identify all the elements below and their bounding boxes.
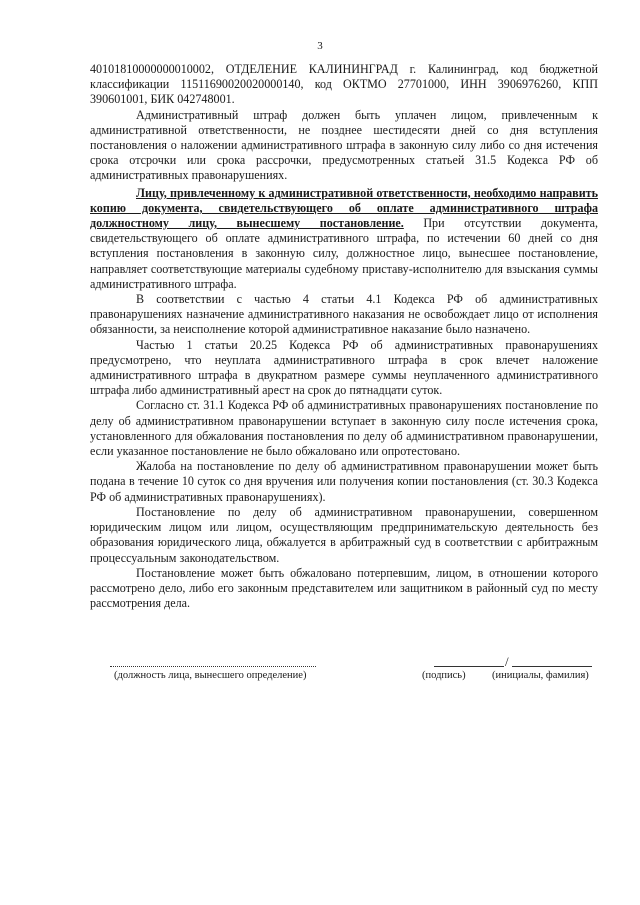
paragraph-appeal-term: Жалоба на постановление по делу об административном правонарушении может быть подана в течение 10 суток со дня вручения или получения копии постановления (ст. 30.3 Кодекса РФ об административных правонарушениях). <box>90 459 598 504</box>
document-body <box>90 62 598 611</box>
signature-caption: (подпись) <box>422 670 466 681</box>
paragraph-arbitration-court: Постановление по делу об административном правонарушении, совершенном юридическим лицом или лицом, осуществляющим предпринимательскую деятельность без образования юридического лица, обжалуется в арбитражный суд в соответствии с арбитражным процессуальным законодательством. <box>90 504 598 565</box>
paragraph-article-31-1: Согласно ст. 31.1 Кодекса РФ об административных правонарушениях постановление по делу об административном правонарушении вступает в законную силу после истечения срока, установленного для обжалования постановления по делу об административном правонарушении, если указанное постановление не было обжаловано или опротестовано. <box>90 398 598 459</box>
paragraph-bank-details: 40101810000000010002, ОТДЕЛЕНИЕ КАЛИНИНГРАД г. Калининград, код бюджетной классификации 11511690020020000140, код ОКТМО 27701000, ИНН 3906976260, КПП 390601001, БИК 042748001. <box>90 62 598 107</box>
position-caption: (должность лица, вынесшего определение) <box>114 670 307 681</box>
name-caption: (инициалы, фамилия) <box>492 670 589 681</box>
signature-block <box>0 654 640 700</box>
paragraph-payment-deadline: Административный штраф должен быть уплачен лицом, привлеченным к административной ответственности, не позднее шестидесяти дней со дня вступления постановления о наложении административного штрафа в законную силу либо со дня истечения срока отсрочки или срока рассрочки, предусмотренных статьей 31.5 Кодекса РФ об административных правонарушениях. <box>90 107 598 183</box>
page-number: 3 <box>317 40 323 52</box>
signature-line <box>434 666 504 667</box>
position-line <box>110 666 316 667</box>
payment-proof-emphasis: Лицу, привлеченному к административной ответственности, необходимо направить копию документа, свидетельствующего об оплате административного штрафа должностному лицу, вынесшему постановление. <box>90 185 598 231</box>
paragraph-article-4-1: В соответствии с частью 4 статьи 4.1 Кодекса РФ об административных правонарушениях назначение административного наказания не освобождает лицо от исполнения обязанности, за неисполнение которой административное наказание было назначено. <box>90 292 598 337</box>
paragraph-article-20-25: Частью 1 статьи 20.25 Кодекса РФ об административных правонарушениях предусмотрено, что неуплата административного штрафа в срок влечет наложение административного штрафа в двукратном размере суммы неуплаченного административного штрафа либо административный арест на срок до пятнадцати суток. <box>90 337 598 398</box>
payment-proof-text: При отсутствии документа, свидетельствующего об оплате административного штрафа, по истечении 60 дней со дня вступления постановления в законную силу, должностное лицо, вынесшее постановление, направляет соответствующие материалы судебному приставу-исполнителю для взыскания суммы административного штрафа. <box>90 216 598 291</box>
paragraph-payment-proof <box>90 186 598 292</box>
name-line <box>512 666 592 667</box>
paragraph-district-court: Постановление может быть обжаловано потерпевшим, лицом, в отношении которого рассмотрено дело, либо его законным представителем или защитником в районный суд по месту рассмотрения дела. <box>90 565 598 611</box>
signature-separator: / <box>505 654 509 669</box>
